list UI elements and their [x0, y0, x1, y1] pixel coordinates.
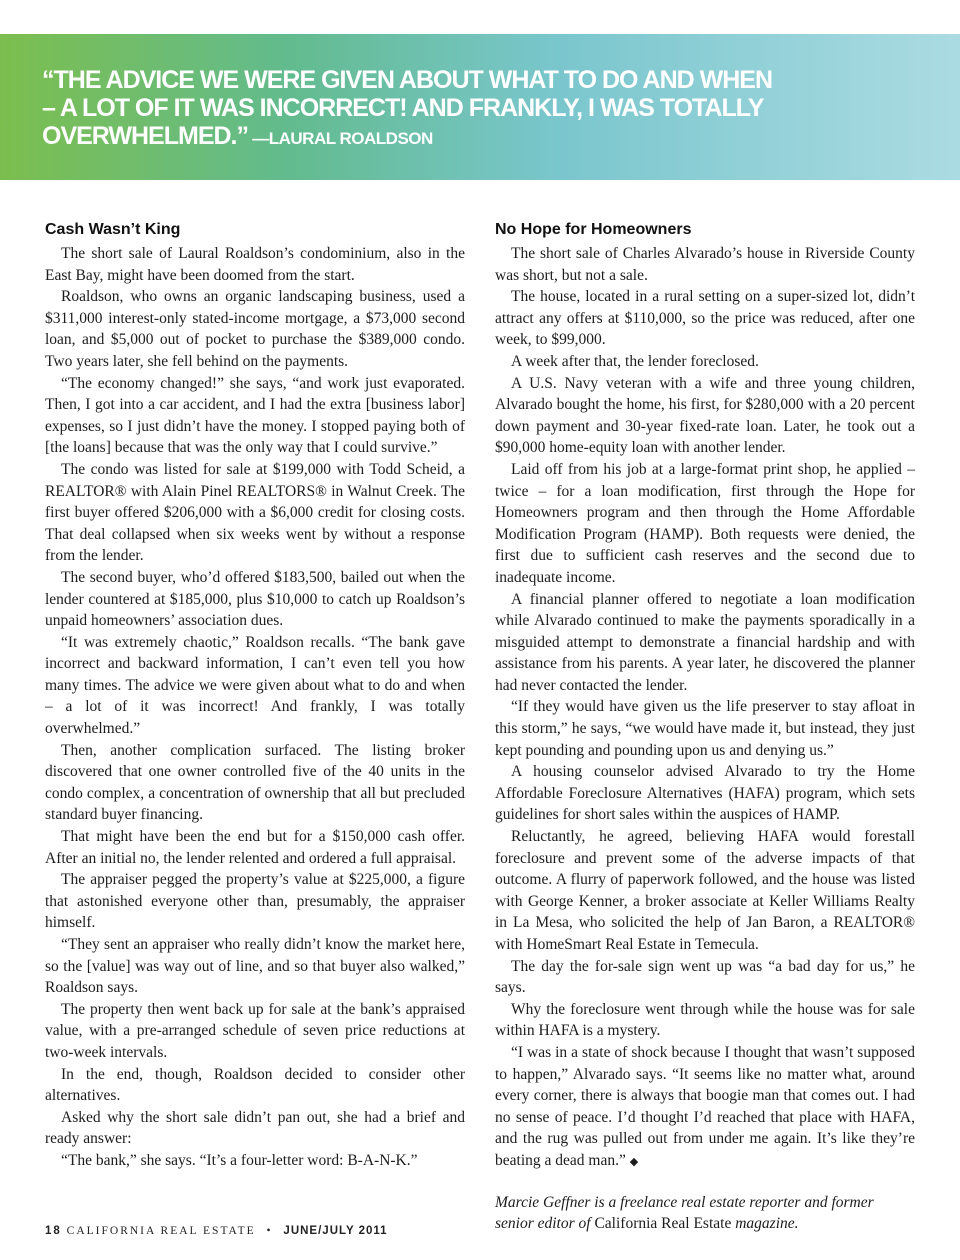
article-paragraph: “If they would have given us the life preserver to stay afloat in this storm,” he says, “we would have made it, but instead, they just kept pounding and pounding upon us and denying us.”: [495, 698, 915, 759]
article-paragraph: The short sale of Laural Roaldson’s condominium, also in the East Bay, might have been doomed from the start.: [45, 245, 465, 284]
article-paragraph: That might have been the end but for a $150,000 cash offer. After an initial no, the lender relented and ordered a full appraisal.: [45, 828, 465, 867]
article-paragraph-text: “I was in a state of shock because I thought that wasn’t supposed to happen,” Alvarado says. “It seems like no matter what, around every corner, there is always that boogie man that comes out. I had no sense of peace. I’d thought I’d reached that place with HAFA, and the rug was pulled out from under me again. It’s like they’re beating a dead man.”: [495, 1043, 915, 1169]
article-paragraph: The short sale of Charles Alvarado’s house in Riverside County was short, but not a sale.: [495, 245, 915, 284]
article-paragraph: Reluctantly, he agreed, believing HAFA would forestall foreclosure and prevent some of the adverse impacts of that outcome. A flurry of paperwork followed, and the house was listed with George Kenner, a broker associate at Keller Williams Realty in La Mesa, who solicited the help of Jan Baron, a REALTOR® with HomeSmart Real Estate in Temecula.: [495, 828, 915, 953]
end-mark-icon: ◆: [629, 1155, 639, 1168]
article-paragraph: Why the foreclosure went through while the house was for sale within HAFA is a mystery.: [495, 1000, 915, 1040]
footer-separator: •: [266, 1225, 273, 1237]
pull-quote-attribution: —LAURAL ROALDSON: [248, 129, 433, 148]
article-paragraph: Then, another complication surfaced. The listing broker discovered that one owner controlled five of the 40 units in the condo complex, a concentration of ownership that all but precluded standard buyer financing.: [45, 741, 465, 824]
article-paragraph: The property then went back up for sale at the bank’s appraised value, with a pre-arranged schedule of seven price reductions at two-week intervals.: [45, 1000, 465, 1061]
section-heading-cash-wasnt-king: Cash Wasn’t King: [45, 221, 181, 238]
article-paragraph: “It was extremely chaotic,” Roaldson recalls. “The bank gave incorrect and backward information, I can’t even tell you how many times. The advice we were given about what to do and when – a lot of it was incorrect! And frankly, I was totally overwhelmed.”: [45, 633, 465, 738]
article-paragraph: “The economy changed!” she says, “and work just evaporated. Then, I got into a car accident, and I had the extra [business labor] expenses, so I just didn’t have the money. I stopped paying both of [the loans] because that was the only way that I could survive.”: [45, 374, 465, 457]
article-paragraph: Asked why the short sale didn’t pan out, she had a brief and ready answer:: [45, 1108, 465, 1148]
author-byline: [495, 1192, 915, 1235]
byline-publication: California Real Estate: [594, 1215, 732, 1233]
article-paragraph: The second buyer, who’d offered $183,500, bailed out when the lender countered at $185,000, plus $10,000 to catch up Roaldson’s unpaid homeowners’ association dues.: [45, 568, 465, 630]
article-paragraph: Laid off from his job at a large-format print shop, he applied – twice – for a loan modification, first through the Hope for Homeowners program and then through the Home Affordable Modification Program (HAMP). Both requests were denied, the first due to sufficient cash reserves and the second due to inadequate income.: [495, 460, 915, 586]
section-heading-no-hope-for-homeowners: No Hope for Homeowners: [495, 221, 692, 238]
article-paragraph: [495, 1042, 915, 1174]
left-column: [45, 220, 465, 1172]
byline-text-start: Marcie Geffner is a freelance real estate reporter and former senior editor of: [495, 1193, 874, 1233]
article-paragraph: The house, located in a rural setting on a super-sized lot, didn’t attract any offers at $110,000, so the price was reduced, after one week, to $99,000.: [495, 288, 915, 349]
article-paragraph: Roaldson, who owns an organic landscaping business, used a $311,000 interest-only stated-income mortgage, a $73,000 second loan, and $5,000 out of pocket to purchase the $389,000 condo. Two years later, she fell behind on the payments.: [45, 288, 465, 370]
pull-quote: [42, 66, 782, 153]
article-paragraph: In the end, though, Roaldson decided to consider other alternatives.: [45, 1065, 465, 1105]
publication-name: CALIFORNIA REAL ESTATE: [66, 1225, 256, 1237]
issue-date: JUNE/JULY 2011: [283, 1225, 388, 1237]
article-paragraph: The day the for-sale sign went up was “a bad day for us,” he says.: [495, 957, 915, 997]
page-footer: [45, 1225, 388, 1237]
article-paragraph: A week after that, the lender foreclosed.: [511, 352, 759, 370]
article-paragraph: The appraiser pegged the property’s value at $225,000, a figure that astonished everyone other than, presumably, the appraiser himself.: [45, 871, 465, 932]
right-column: [495, 220, 915, 1235]
article-paragraph: “They sent an appraiser who really didn’t know the market here, so the [value] was way out of line, and so that buyer also walked,” Roaldson says.: [45, 936, 465, 997]
article-paragraph: A financial planner offered to negotiate a loan modification while Alvarado continued to make the payments sporadically in a misguided attempt to demonstrate a financial hardship and with assistance from his parents. A year later, he discovered the planner had never contacted the lender.: [495, 590, 915, 694]
byline-text-end: magazine.: [731, 1215, 799, 1233]
page-number: 18: [45, 1225, 62, 1237]
article-paragraph: A U.S. Navy veteran with a wife and three young children, Alvarado bought the home, his first, for $280,000 with a 20 percent down payment and 30-year fixed-rate loan. Later, he took out a $90,000 home-equity loan with another lender.: [495, 374, 915, 457]
article-paragraph: A housing counselor advised Alvarado to try the Home Affordable Foreclosure Alternatives (HAFA) program, which sets guidelines for short sales within the auspices of HAMP.: [495, 763, 915, 824]
pull-quote-text: “THE ADVICE WE WERE GIVEN ABOUT WHAT TO DO AND WHEN – A LOT OF IT WAS INCORRECT! AND FRANKLY, I WAS TOTALLY OVERWHELMED.”: [42, 66, 773, 150]
article-paragraph: “The bank,” she says. “It’s a four-letter word: B-A-N-K.”: [61, 1151, 418, 1169]
article-paragraph: The condo was listed for sale at $199,000 with Todd Scheid, a REALTOR® with Alain Pinel REALTORS® in Walnut Creek. The first buyer offered $206,000 with a $6,000 credit for closing costs. That deal collapsed when six weeks went by without a response from the lender.: [45, 460, 465, 565]
